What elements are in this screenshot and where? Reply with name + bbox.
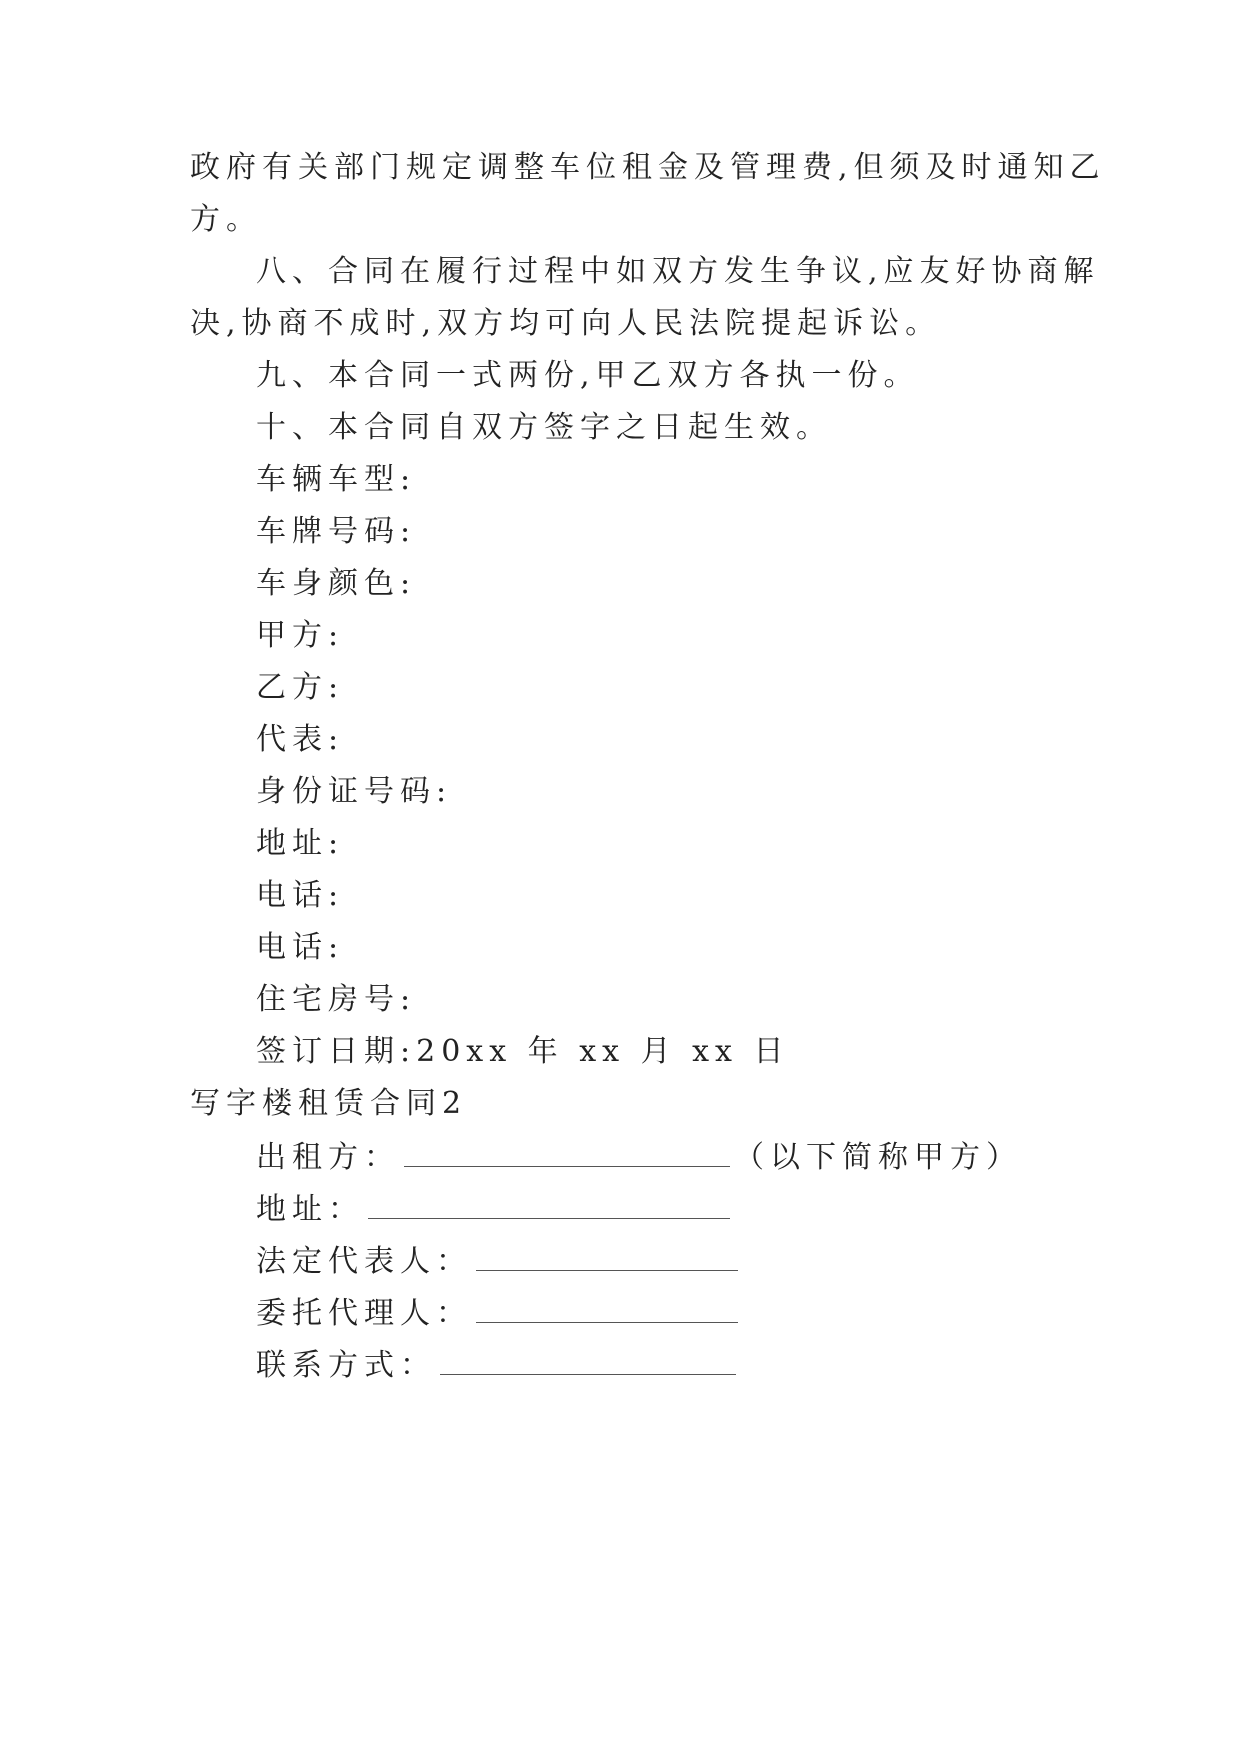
paragraph-7-continuation-line-2: 方。	[190, 202, 262, 237]
address-row	[256, 1188, 730, 1230]
legal-rep-row	[256, 1240, 738, 1282]
address-label: 地址：	[256, 1192, 364, 1227]
field-representative: 代表:	[256, 722, 345, 757]
field-vehicle-model: 车辆车型:	[256, 462, 417, 497]
lessor-row	[256, 1136, 1022, 1178]
contact-label: 联系方式：	[256, 1348, 436, 1383]
field-phone-1: 电话:	[256, 878, 345, 913]
field-body-color: 车身颜色:	[256, 566, 417, 601]
legal-rep-label: 法定代表人：	[256, 1244, 472, 1279]
field-signing-date: 签订日期:20xx 年 xx 月 xx 日	[256, 1034, 790, 1069]
field-party-b: 乙方:	[256, 670, 345, 705]
lessor-label: 出租方：	[256, 1140, 400, 1175]
lessor-suffix: （以下简称甲方）	[734, 1140, 1022, 1175]
agent-row	[256, 1292, 738, 1334]
field-plate-number: 车牌号码:	[256, 514, 417, 549]
agent-label: 委托代理人：	[256, 1296, 472, 1331]
field-id-number: 身份证号码:	[256, 774, 453, 809]
paragraph-10: 十、本合同自双方签字之日起生效。	[256, 410, 832, 445]
section-title: 写字楼租赁合同2	[190, 1086, 468, 1121]
contact-blank	[440, 1344, 736, 1375]
paragraph-9: 九、本合同一式两份,甲乙双方各执一份。	[256, 358, 920, 393]
field-party-a: 甲方:	[256, 618, 345, 653]
contact-row	[256, 1344, 736, 1386]
legal-rep-blank	[476, 1240, 738, 1271]
field-residence-number: 住宅房号:	[256, 982, 417, 1017]
paragraph-7-continuation-line-1: 政府有关部门规定调整车位租金及管理费,但须及时通知乙	[190, 150, 1106, 185]
paragraph-8-line-2: 决,协商不成时,双方均可向人民法院提起诉讼。	[190, 306, 942, 341]
paragraph-8-line-1: 八、合同在履行过程中如双方发生争议,应友好协商解	[256, 254, 1100, 289]
address-blank	[368, 1188, 730, 1219]
field-address: 地址:	[256, 826, 345, 861]
field-phone-2: 电话:	[256, 930, 345, 965]
agent-blank	[476, 1292, 738, 1323]
lessor-blank	[404, 1136, 730, 1167]
